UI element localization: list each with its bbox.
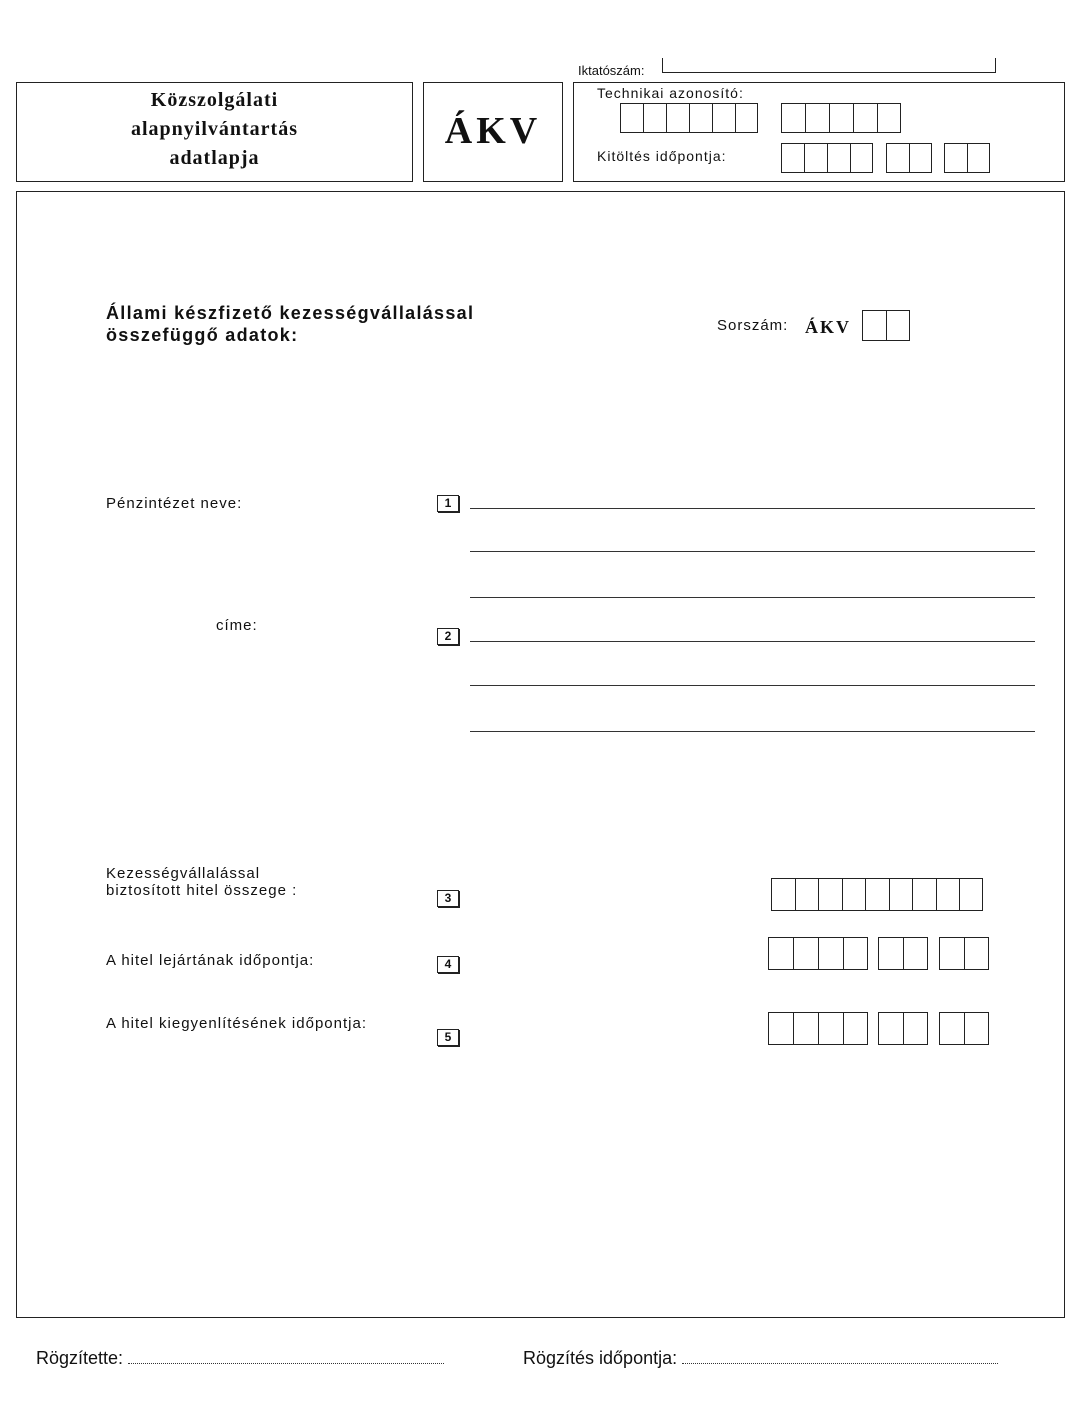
kitoltes-year[interactable] [781,143,873,173]
input-cell[interactable] [620,103,643,133]
hitel-osszege-label-line-1: Kezességvállalással [106,865,261,882]
rogzites-idopontja-label: Rögzítés időpontja: [523,1348,678,1368]
section-title-line-2: összefüggő adatok: [106,325,299,345]
form-title-line-2: alapnyilvántartás [130,118,299,140]
rogzites-idopontja-field [523,1348,998,1369]
technikai-azonosito-group-1[interactable] [620,103,758,133]
sorszam-label: Sorszám: [717,317,789,334]
input-cell[interactable] [903,937,928,970]
hitel-kiegyenlites-year[interactable] [768,1012,868,1045]
cime-line-2[interactable] [470,685,1035,686]
input-cell[interactable] [889,878,913,911]
input-cell[interactable] [781,103,805,133]
hitel-kiegyenlites-day[interactable] [939,1012,989,1045]
input-cell[interactable] [877,103,901,133]
input-cell[interactable] [795,878,819,911]
form-title [17,86,412,173]
hitel-osszege-field[interactable] [771,878,983,911]
cime-label: címe: [216,617,258,634]
hitel-lejarat-label: A hitel lejártának időpontja: [106,952,315,969]
input-cell[interactable] [909,143,932,173]
rogzites-idopontja-dotted-line[interactable] [682,1363,998,1364]
input-cell[interactable] [666,103,689,133]
input-cell[interactable] [843,937,868,970]
field-number-2: 2 [437,628,459,645]
input-cell[interactable] [886,143,909,173]
penzintezet-neve-line-1[interactable] [470,508,1035,509]
input-cell[interactable] [959,878,983,911]
penzintezet-neve-line-2[interactable] [470,551,1035,552]
input-cell[interactable] [912,878,936,911]
cime-line-3[interactable] [470,731,1035,732]
hitel-lejarat-year[interactable] [768,937,868,970]
field-number-4: 4 [437,956,459,973]
input-cell[interactable] [818,1012,843,1045]
input-cell[interactable] [936,878,960,911]
input-cell[interactable] [850,143,873,173]
technikai-azonosito-label: Technikai azonosító: [597,85,744,101]
hitel-osszege-label [106,865,297,899]
input-cell[interactable] [843,1012,868,1045]
input-cell[interactable] [853,103,877,133]
field-number-5: 5 [437,1029,459,1046]
field-number-3: 3 [437,890,459,907]
input-cell[interactable] [771,878,795,911]
penzintezet-neve-line-3[interactable] [470,597,1035,598]
input-cell[interactable] [818,937,843,970]
input-cell[interactable] [827,143,850,173]
hitel-kiegyenlites-label: A hitel kiegyenlítésének időpontja: [106,1015,367,1032]
input-cell[interactable] [964,937,989,970]
input-cell[interactable] [939,1012,964,1045]
input-cell[interactable] [878,937,903,970]
input-cell[interactable] [768,937,793,970]
input-cell[interactable] [781,143,804,173]
kitoltes-day[interactable] [944,143,990,173]
input-cell[interactable] [818,878,842,911]
form-code-box [423,82,563,182]
input-cell[interactable] [842,878,866,911]
input-cell[interactable] [903,1012,928,1045]
sorszam-field[interactable] [862,310,910,341]
input-cell[interactable] [805,103,829,133]
main-form-box [16,191,1065,1318]
rogzitette-field [36,1348,444,1369]
section-title-line-1: Állami készfizető kezességvállalással [106,303,475,323]
rogzitette-dotted-line[interactable] [128,1363,444,1364]
form-title-line-3: adatlapja [169,147,260,169]
penzintezet-neve-label: Pénzintézet neve: [106,495,243,512]
rogzitette-label: Rögzítette: [36,1348,124,1368]
iktatoszam-label: Iktatószám: [578,63,645,78]
input-cell[interactable] [939,937,964,970]
input-cell[interactable] [829,103,853,133]
hitel-lejarat-day[interactable] [939,937,989,970]
input-cell[interactable] [804,143,827,173]
iktatoszam-field[interactable] [662,58,996,73]
kitoltes-idopontja-label: Kitöltés időpontja: [597,148,727,164]
section-title [106,302,474,346]
input-cell[interactable] [735,103,758,133]
input-cell[interactable] [768,1012,793,1045]
input-cell[interactable] [689,103,712,133]
hitel-lejarat-month[interactable] [878,937,928,970]
technikai-azonosito-group-2[interactable] [781,103,901,133]
input-cell[interactable] [967,143,990,173]
input-cell[interactable] [643,103,666,133]
input-cell[interactable] [886,310,910,341]
field-number-1: 1 [437,495,459,512]
form-title-box [16,82,413,182]
form-code: ÁKV [444,110,542,152]
input-cell[interactable] [712,103,735,133]
input-cell[interactable] [964,1012,989,1045]
hitel-kiegyenlites-month[interactable] [878,1012,928,1045]
kitoltes-month[interactable] [886,143,932,173]
input-cell[interactable] [878,1012,903,1045]
form-title-line-1: Közszolgálati [150,89,279,111]
input-cell[interactable] [793,1012,818,1045]
sorszam-code: ÁKV [805,317,851,337]
input-cell[interactable] [862,310,886,341]
input-cell[interactable] [793,937,818,970]
hitel-osszege-label-line-2: biztosított hitel összege : [106,882,298,899]
input-cell[interactable] [944,143,967,173]
cime-line-1[interactable] [470,641,1035,642]
input-cell[interactable] [865,878,889,911]
technical-info-box [573,82,1065,182]
